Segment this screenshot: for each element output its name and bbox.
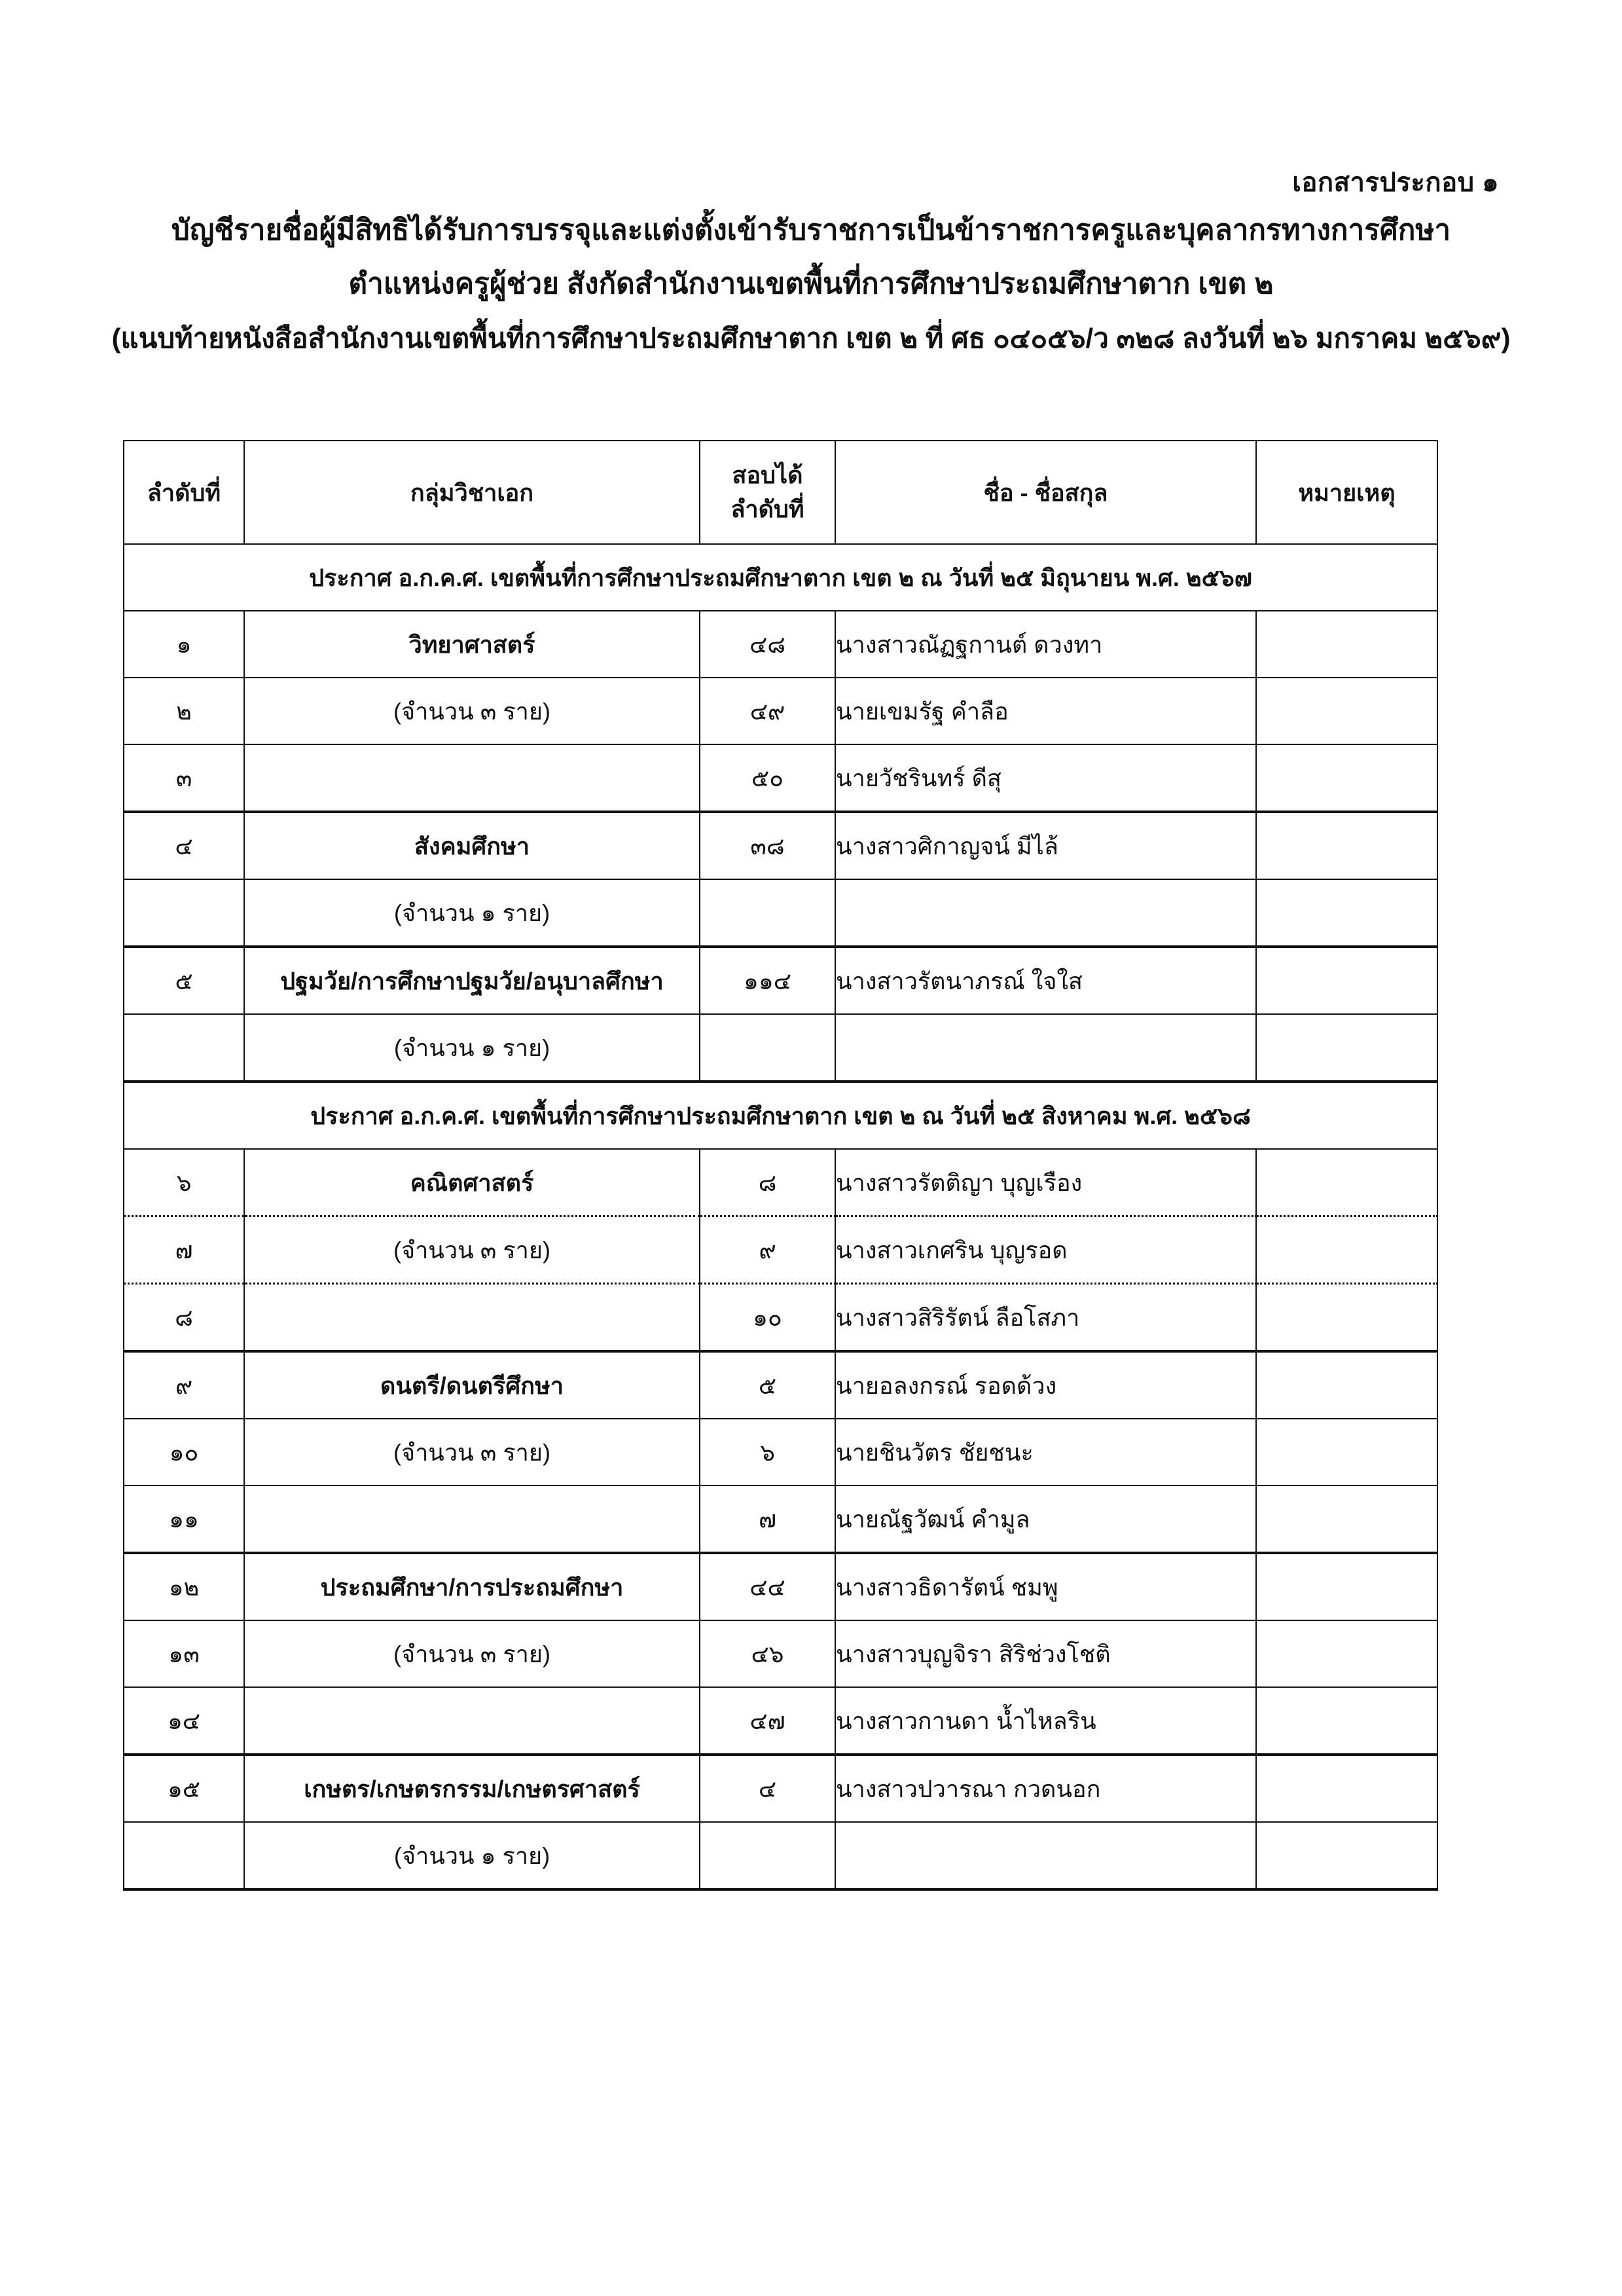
cell-name: นางสาวสิริรัตน์ ลือโสภา	[835, 1284, 1256, 1352]
table-row	[124, 1284, 1437, 1352]
table-row	[124, 1485, 1437, 1553]
table-row	[124, 947, 1437, 1014]
table-row	[124, 1419, 1437, 1485]
cell-major: (จำนวน ๓ ราย)	[244, 1419, 700, 1485]
cell-name: นางสาวบุญจิรา สิริช่วงโชติ	[835, 1620, 1256, 1687]
cell-order: ๘	[124, 1284, 244, 1352]
roster-table-wrapper	[123, 440, 1437, 1891]
section-banner-row	[124, 1082, 1437, 1149]
cell-order: ๑	[124, 611, 244, 678]
cell-exam-rank	[700, 879, 835, 947]
cell-order: ๓	[124, 744, 244, 812]
column-header-exam-rank	[700, 441, 835, 544]
cell-major	[244, 1485, 700, 1553]
cell-order: ๔	[124, 812, 244, 879]
cell-name: นางสาวกานดา น้ำไหลริน	[835, 1687, 1256, 1755]
cell-major: วิทยาศาสตร์	[244, 611, 700, 678]
cell-major: เกษตร/เกษตรกรรม/เกษตรศาสตร์	[244, 1755, 700, 1822]
cell-order: ๖	[124, 1149, 244, 1216]
cell-name: นางสาวธิดารัตน์ ชมพู	[835, 1553, 1256, 1620]
cell-major	[244, 744, 700, 812]
table-row	[124, 1755, 1437, 1822]
cell-major: (จำนวน ๑ ราย)	[244, 1822, 700, 1889]
cell-exam-rank: ๓๘	[700, 812, 835, 879]
cell-major	[244, 1284, 700, 1352]
cell-name	[835, 879, 1256, 947]
cell-note	[1256, 1419, 1437, 1485]
cell-name: นางสาวศิกาญจน์ มีไล้	[835, 812, 1256, 879]
cell-note	[1256, 678, 1437, 744]
cell-order: ๑๐	[124, 1419, 244, 1485]
cell-exam-rank: ๘	[700, 1149, 835, 1216]
cell-name: นายวัชรินทร์ ดีสุ	[835, 744, 1256, 812]
cell-order: ๑๓	[124, 1620, 244, 1687]
cell-order	[124, 1822, 244, 1889]
roster-table-body	[124, 441, 1437, 1889]
column-header-note: หมายเหตุ	[1256, 441, 1437, 544]
cell-exam-rank: ๔๗	[700, 1687, 835, 1755]
table-row	[124, 1687, 1437, 1755]
cell-exam-rank: ๔๔	[700, 1553, 835, 1620]
column-header-name: ชื่อ - ชื่อสกุล	[835, 441, 1256, 544]
column-header-order: ลำดับที่	[124, 441, 244, 544]
cell-note	[1256, 1620, 1437, 1687]
table-row	[124, 1149, 1437, 1216]
cell-name: นางสาวรัตติญา บุญเรือง	[835, 1149, 1256, 1216]
cell-order: ๙	[124, 1351, 244, 1419]
cell-note	[1256, 1485, 1437, 1553]
table-row	[124, 1822, 1437, 1889]
cell-exam-rank: ๖	[700, 1419, 835, 1485]
table-row	[124, 812, 1437, 879]
cell-name: นายชินวัตร ชัยชนะ	[835, 1419, 1256, 1485]
cell-name: นายเขมรัฐ คำลือ	[835, 678, 1256, 744]
cell-exam-rank: ๙	[700, 1216, 835, 1284]
cell-major: (จำนวน ๑ ราย)	[244, 1014, 700, 1082]
table-row	[124, 744, 1437, 812]
table-row	[124, 1014, 1437, 1082]
cell-name: นางสาวเกศริน บุญรอด	[835, 1216, 1256, 1284]
cell-major: (จำนวน ๓ ราย)	[244, 1216, 700, 1284]
cell-exam-rank: ๔๙	[700, 678, 835, 744]
cell-major: สังคมศึกษา	[244, 812, 700, 879]
cell-note	[1256, 1755, 1437, 1822]
cell-name	[835, 1822, 1256, 1889]
table-header-row	[124, 441, 1437, 544]
table-row	[124, 879, 1437, 947]
section-banner-text: ประกาศ อ.ก.ค.ศ. เขตพื้นที่การศึกษาประถมศึกษาตาก เขต ๒ ณ วันที่ ๒๕ มิถุนายน พ.ศ. ๒๕๖๗	[124, 544, 1437, 611]
cell-name: นางสาวรัตนาภรณ์ ใจใส	[835, 947, 1256, 1014]
section-banner-row	[124, 544, 1437, 611]
cell-major: ประถมศึกษา/การประถมศึกษา	[244, 1553, 700, 1620]
cell-exam-rank: ๑๐	[700, 1284, 835, 1352]
section-banner-text: ประกาศ อ.ก.ค.ศ. เขตพื้นที่การศึกษาประถมศึกษาตาก เขต ๒ ณ วันที่ ๒๕ สิงหาคม พ.ศ. ๒๕๖๘	[124, 1082, 1437, 1149]
cell-exam-rank: ๕๐	[700, 744, 835, 812]
cell-order: ๕	[124, 947, 244, 1014]
cell-exam-rank: ๑๑๔	[700, 947, 835, 1014]
cell-note	[1256, 1014, 1437, 1082]
cell-major: (จำนวน ๓ ราย)	[244, 1620, 700, 1687]
cell-note	[1256, 1822, 1437, 1889]
cell-note	[1256, 1687, 1437, 1755]
cell-order: ๗	[124, 1216, 244, 1284]
page-subtitle: ตำแหน่งครูผู้ช่วย สังกัดสำนักงานเขตพื้นที่การศึกษาประถมศึกษาตาก เขต ๒	[348, 268, 1274, 300]
cell-exam-rank: ๔๘	[700, 611, 835, 678]
cell-name: นายอลงกรณ์ รอดด้วง	[835, 1351, 1256, 1419]
cell-order: ๑๑	[124, 1485, 244, 1553]
table-row	[124, 1351, 1437, 1419]
cell-name: นางสาวณัฏฐกานต์ ดวงทา	[835, 611, 1256, 678]
cell-major	[244, 1687, 700, 1755]
cell-note	[1256, 1553, 1437, 1620]
cell-major: ปฐมวัย/การศึกษาปฐมวัย/อนุบาลศึกษา	[244, 947, 700, 1014]
cell-note	[1256, 744, 1437, 812]
cell-exam-rank: ๗	[700, 1485, 835, 1553]
cell-note	[1256, 1351, 1437, 1419]
cell-order: ๑๒	[124, 1553, 244, 1620]
document-title-block	[0, 216, 1622, 352]
cell-order: ๒	[124, 678, 244, 744]
column-header-exam-rank-line2: ลำดับที่	[730, 496, 804, 522]
cell-name: นางสาวปวารณา กวดนอก	[835, 1755, 1256, 1822]
table-row	[124, 1553, 1437, 1620]
cell-note	[1256, 947, 1437, 1014]
column-header-exam-rank-line1: สอบได้	[732, 461, 803, 488]
cell-order: ๑๔	[124, 1687, 244, 1755]
cell-major: (จำนวน ๑ ราย)	[244, 879, 700, 947]
page-reference-line: (แนบท้ายหนังสือสำนักงานเขตพื้นที่การศึกษาประถมศึกษาตาก เขต ๒ ที่ ศธ ๐๔๐๕๖/ว ๓๒๘ ลงวันที่ ๒๖ มกราคม ๒๕๖๙)	[111, 323, 1511, 354]
cell-exam-rank	[700, 1822, 835, 1889]
cell-exam-rank: ๔๖	[700, 1620, 835, 1687]
cell-note	[1256, 611, 1437, 678]
table-row	[124, 611, 1437, 678]
page-title: บัญชีรายชื่อผู้มีสิทธิได้รับการบรรจุและแต่งตั้งเข้ารับราชการเป็นข้าราชการครูและบุคลากรทางการศึกษา	[171, 214, 1451, 246]
cell-major: (จำนวน ๓ ราย)	[244, 678, 700, 744]
cell-order: ๑๕	[124, 1755, 244, 1822]
table-row	[124, 678, 1437, 744]
cell-note	[1256, 1284, 1437, 1352]
table-row	[124, 1620, 1437, 1687]
cell-note	[1256, 879, 1437, 947]
cell-exam-rank: ๕	[700, 1351, 835, 1419]
column-header-major: กลุ่มวิชาเอก	[244, 441, 700, 544]
cell-order	[124, 879, 244, 947]
table-row	[124, 1216, 1437, 1284]
cell-order	[124, 1014, 244, 1082]
roster-table	[123, 440, 1438, 1891]
cell-note	[1256, 1216, 1437, 1284]
cell-major: ดนตรี/ดนตรีศึกษา	[244, 1351, 700, 1419]
cell-exam-rank: ๔	[700, 1755, 835, 1822]
document-tag: เอกสารประกอบ ๑	[1292, 168, 1499, 197]
cell-name: นายณัฐวัฒน์ คำมูล	[835, 1485, 1256, 1553]
cell-major: คณิตศาสตร์	[244, 1149, 700, 1216]
cell-note	[1256, 1149, 1437, 1216]
cell-name	[835, 1014, 1256, 1082]
cell-note	[1256, 812, 1437, 879]
cell-exam-rank	[700, 1014, 835, 1082]
